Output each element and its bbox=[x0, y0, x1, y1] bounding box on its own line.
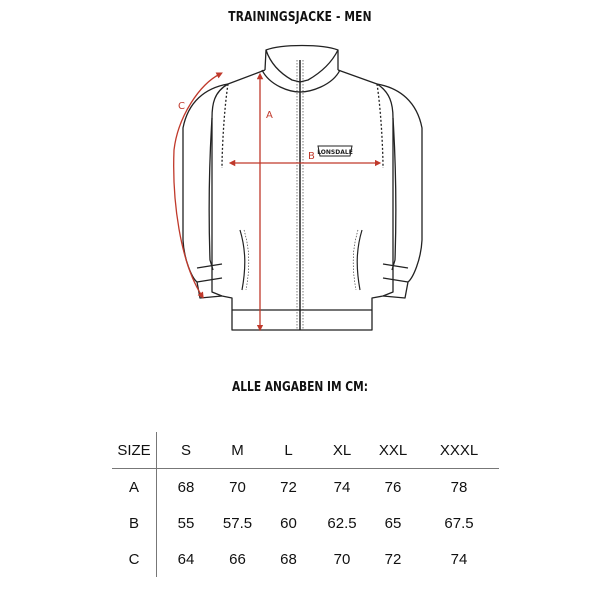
table-cell: 70 bbox=[333, 550, 351, 568]
measure-b-label: B bbox=[308, 151, 315, 162]
measure-a-label: A bbox=[266, 110, 273, 121]
svg-text:LONSDALE: LONSDALE bbox=[317, 149, 353, 156]
table-cell: 64 bbox=[177, 550, 195, 568]
page-title: TRAININGSJACKE - MEN bbox=[228, 10, 372, 25]
table-cell: 57.5 bbox=[222, 514, 253, 532]
jacket-right-pocket bbox=[357, 230, 362, 290]
col-header-l: L bbox=[260, 432, 317, 469]
jacket-right-sleeve bbox=[377, 84, 422, 298]
table-cell: 62.5 bbox=[327, 514, 357, 532]
measure-c-label: C bbox=[178, 101, 185, 112]
table-row bbox=[112, 541, 499, 577]
size-corner-header: SIZE bbox=[112, 432, 157, 469]
table-cell: 76 bbox=[384, 478, 402, 496]
table-cell: 67.5 bbox=[444, 514, 474, 532]
table-row bbox=[112, 469, 499, 506]
table-header-row bbox=[112, 432, 499, 469]
table-row bbox=[112, 505, 499, 541]
col-header-xl: XL bbox=[317, 432, 367, 469]
table-cell: 60 bbox=[280, 514, 297, 532]
table-cell: 74 bbox=[333, 478, 351, 496]
table-cell: 72 bbox=[384, 550, 402, 568]
col-header-xxl: XXL bbox=[367, 432, 419, 469]
table-cell: 65 bbox=[384, 514, 402, 532]
jacket-outline bbox=[212, 70, 393, 330]
table-cell: 66 bbox=[229, 550, 246, 568]
col-header-s: S bbox=[157, 432, 216, 469]
units-subtitle: ALLE ANGABEN IM CM: bbox=[231, 380, 369, 395]
row-label-a: A bbox=[112, 469, 157, 506]
col-header-xxxl: XXXL bbox=[419, 432, 499, 469]
jacket-left-sleeve bbox=[183, 84, 228, 298]
table-cell: 70 bbox=[229, 478, 246, 496]
size-table bbox=[112, 432, 499, 577]
logo bbox=[317, 146, 353, 156]
table-cell: 72 bbox=[280, 478, 297, 496]
table-cell: 68 bbox=[177, 478, 195, 496]
row-label-c: C bbox=[112, 541, 157, 577]
row-label-b: B bbox=[112, 505, 157, 541]
col-header-m: M bbox=[215, 432, 260, 469]
table-cell: 78 bbox=[450, 478, 468, 496]
table-cell: 74 bbox=[450, 550, 468, 568]
table-cell: 55 bbox=[177, 514, 195, 532]
jacket-left-pocket bbox=[240, 230, 245, 290]
table-cell: 68 bbox=[280, 550, 297, 568]
